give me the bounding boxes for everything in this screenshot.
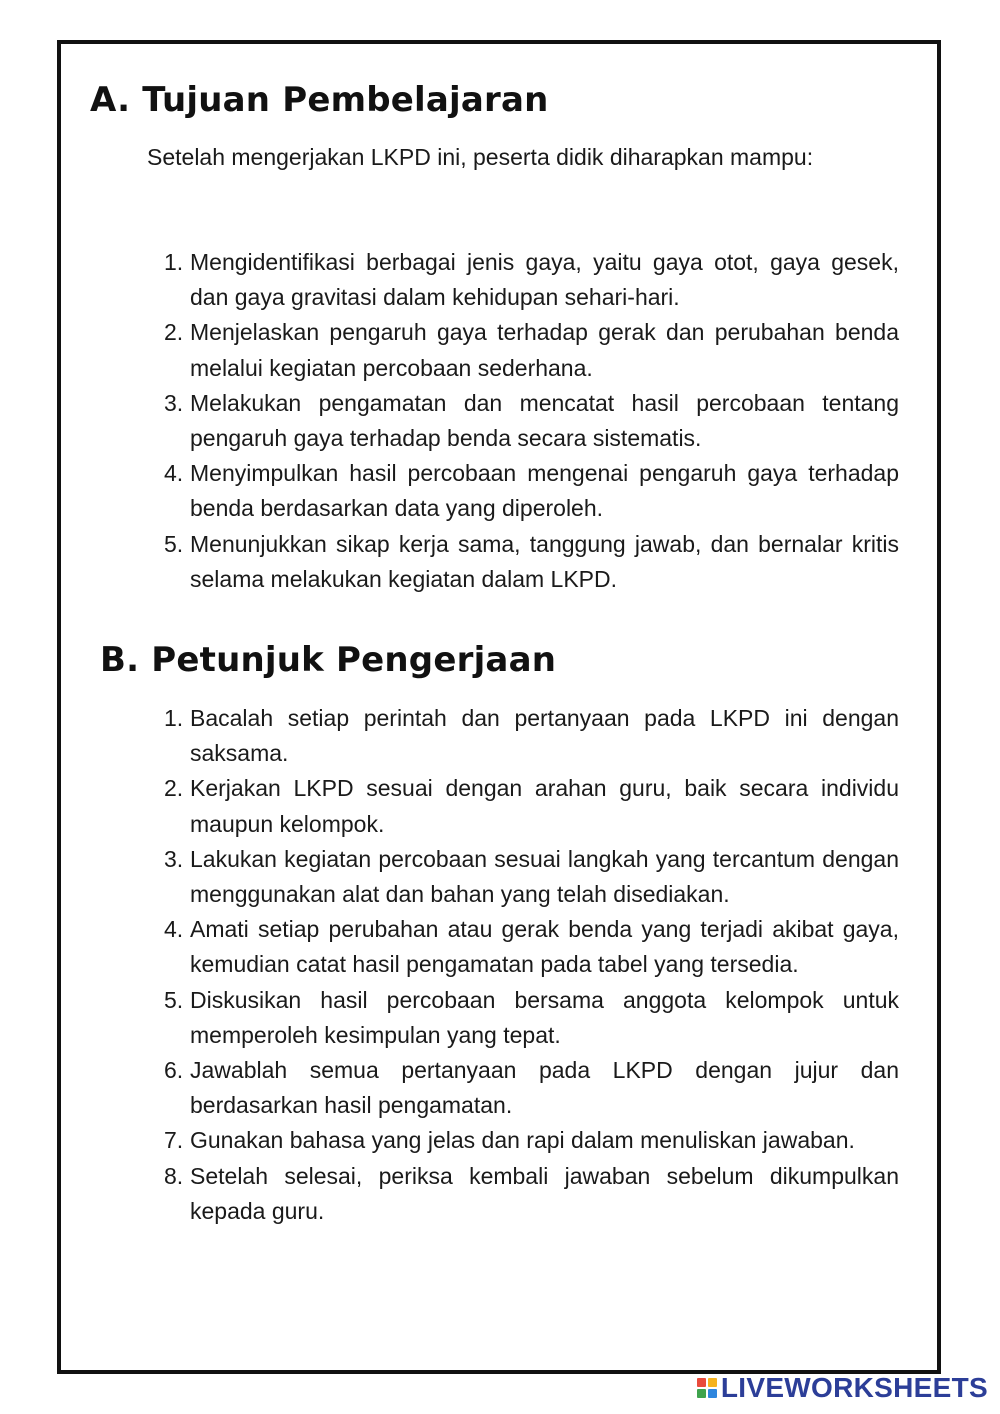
liveworksheets-logo[interactable] <box>697 1371 988 1405</box>
list-item-text: Jawablah semua pertanyaan pada LKPD dengan jujur dan berdasarkan hasil pengamatan. <box>190 1057 899 1119</box>
logo-square-green <box>697 1389 706 1398</box>
list-item-text: Menunjukkan sikap kerja sama, tanggung jawab, dan bernalar kritis selama melakukan kegiatan dalam LKPD. <box>190 530 899 592</box>
list-item-text: Bacalah setiap perintah dan pertanyaan pada LKPD ini dengan saksama. <box>190 705 899 767</box>
list-item-number: 2. <box>164 775 184 802</box>
list-item-text: Menyimpulkan hasil percobaan mengenai pengaruh gaya terhadap benda berdasarkan data yang diperoleh. <box>190 460 899 522</box>
list-item <box>147 527 899 597</box>
list-item-text: Diskusikan hasil percobaan bersama anggota kelompok untuk memperoleh kesimpulan yang tepat. <box>190 986 899 1048</box>
list-item-text: Gunakan bahasa yang jelas dan rapi dalam menuliskan jawaban. <box>190 1127 855 1154</box>
list-item-number: 4. <box>164 916 184 943</box>
list-item-text: Kerjakan LKPD sesuai dengan arahan guru, baik secara individu maupun kelompok. <box>190 775 899 837</box>
section-a-heading: A. Tujuan Pembelajaran <box>90 80 549 120</box>
liveworksheets-logo-text: LIVEWORKSHEETS <box>720 1372 988 1403</box>
list-item-text: Setelah selesai, periksa kembali jawaban sebelum dikumpulkan kepada guru. <box>190 1162 899 1224</box>
list-item <box>147 386 899 456</box>
logo-square-red <box>697 1378 706 1387</box>
logo-square-yellow <box>708 1378 717 1387</box>
list-item <box>147 1123 899 1158</box>
list-item-text: Mengidentifikasi berbagai jenis gaya, yaitu gaya otot, gaya gesek, dan gaya gravitasi dalam kehidupan sehari-hari. <box>190 249 899 311</box>
list-item-number: 7. <box>164 1127 184 1154</box>
section-b-heading: B. Petunjuk Pengerjaan <box>100 640 557 680</box>
section-a-intro: Setelah mengerjakan LKPD ini, peserta didik diharapkan mampu: <box>147 144 814 170</box>
list-item <box>147 315 899 385</box>
list-item-number: 2. <box>164 319 184 346</box>
list-item <box>147 771 899 841</box>
list-item-number: 6. <box>164 1057 184 1084</box>
list-item-text: Lakukan kegiatan percobaan sesuai langkah yang tercantum dengan menggunakan alat dan bahan yang telah disediakan. <box>190 845 899 908</box>
list-item <box>147 983 899 1053</box>
liveworksheets-logo-icon <box>697 1378 717 1398</box>
list-item-number: 5. <box>164 530 184 557</box>
list-item-number: 1. <box>164 705 184 731</box>
list-item <box>147 842 899 912</box>
learning-objectives-list <box>147 245 899 597</box>
list-item-number: 3. <box>164 389 184 416</box>
list-item <box>147 1159 899 1229</box>
list-item-number: 8. <box>164 1162 184 1189</box>
list-item <box>147 456 899 526</box>
list-item-number: 1. <box>164 249 184 275</box>
list-item-text: Menjelaskan pengaruh gaya terhadap gerak dan perubahan benda melalui kegiatan percobaan sederhana. <box>190 319 899 381</box>
list-item <box>147 912 899 982</box>
list-item-text: Amati setiap perubahan atau gerak benda yang terjadi akibat gaya, kemudian catat hasil pengamatan pada tabel yang tersedia. <box>190 916 899 978</box>
list-item-text: Melakukan pengamatan dan mencatat hasil percobaan tentang pengaruh gaya terhadap benda secara sistematis. <box>190 389 899 452</box>
list-item <box>147 245 899 315</box>
list-item-number: 3. <box>164 845 184 872</box>
list-item-number: 5. <box>164 986 184 1013</box>
logo-square-blue <box>708 1389 717 1398</box>
list-item <box>147 1053 899 1123</box>
list-item-number: 4. <box>164 460 184 487</box>
work-instructions-list <box>147 701 899 1229</box>
list-item <box>147 701 899 771</box>
